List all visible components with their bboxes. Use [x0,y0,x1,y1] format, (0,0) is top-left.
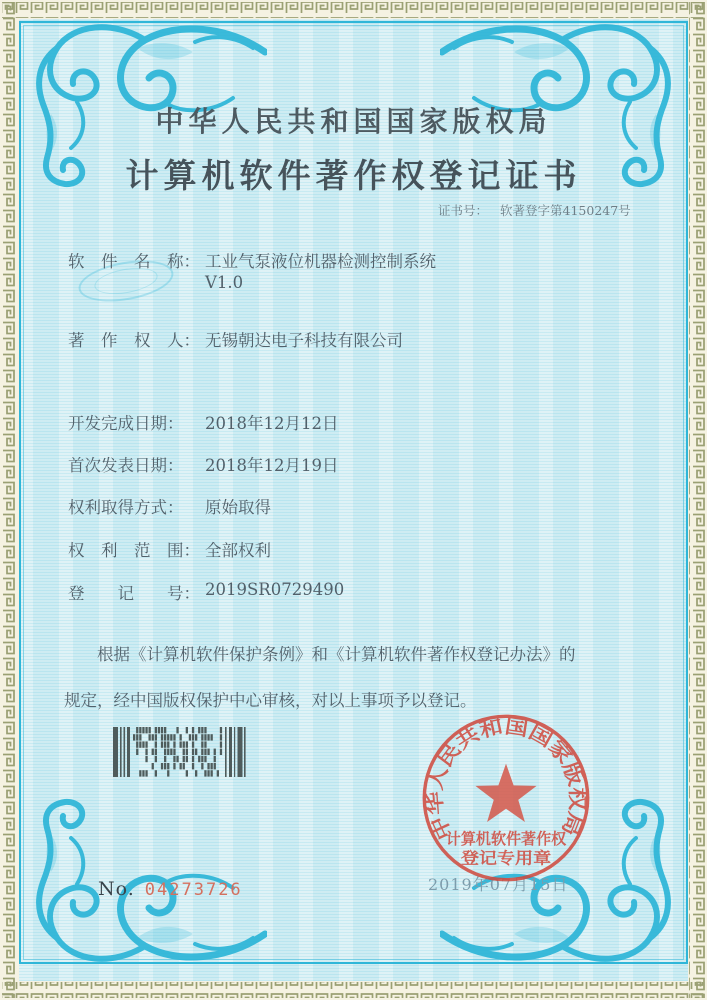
field-rights-scope [68,537,643,561]
issue-date: 2019年07月15日 [428,875,569,894]
serial-label: No. [98,878,135,900]
seal-inner-line2: 登记专用章 [459,848,552,868]
statement-line-1: 根据《计算机软件保护条例》和《计算机软件著作权登记办法》的 [97,645,576,664]
field-value: 全部权利 [205,541,271,560]
seal-ring-text: 中华人民共和国国家版权局 [422,713,590,844]
registration-statement [64,632,648,724]
serial-number-line [98,878,243,900]
authority-title: 中华人民共和国国家版权局 [155,105,552,138]
field-label: 开发完成日期： [68,414,184,433]
official-red-seal [420,712,592,884]
seal-star-icon [475,764,536,822]
field-first-publication-date [68,452,643,476]
field-label: 权利取得方式： [68,498,184,517]
field-software-version: V1.0 [205,273,244,292]
certificate-title: 计算机软件著作权登记证书 [125,156,582,195]
field-value: 2018年12月12日 [205,414,339,433]
certificate-number-value: 软著登字第4150247号 [500,203,631,218]
seal-inner-line1: 计算机软件著作权 [445,829,567,849]
certificate-number-label: 证书号： [438,203,489,218]
pdf417-barcode [113,727,248,777]
field-registration-number [68,580,643,604]
statement-line-2: 规定，经中国版权保护中心审核，对以上事项予以登记。 [64,691,477,710]
field-label: 权 利 范 围： [68,541,200,560]
field-value: 无锡朝达电子科技有限公司 [205,331,403,350]
field-label: 首次发表日期： [68,456,184,475]
field-development-completed-date [68,410,643,434]
field-rights-acquisition-method [68,494,643,518]
field-value: 工业气泵液位机器检测控制系统 [205,252,436,271]
field-label: 软 件 名 称： [68,252,200,271]
field-copyright-owner [68,327,643,351]
field-value: 原始取得 [205,498,271,517]
field-value: 2018年12月19日 [205,456,339,475]
certificate-number-line [438,201,631,219]
serial-number: 04273726 [144,880,243,900]
field-label: 著 作 权 人： [68,331,200,350]
field-software-name [68,248,643,272]
field-label: 登 记 号： [68,584,200,603]
field-value: 2019SR0729490 [205,580,345,599]
